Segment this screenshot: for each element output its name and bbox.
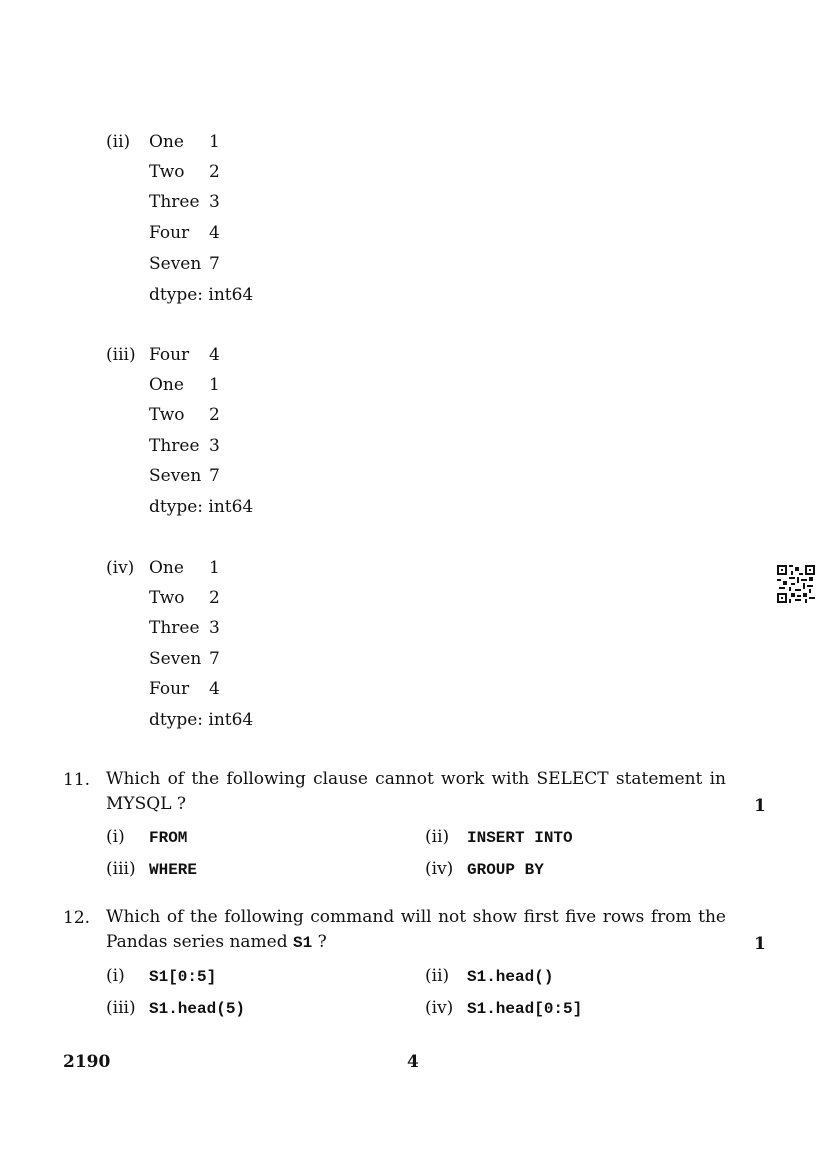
- page-number: 4: [407, 1052, 419, 1072]
- dtype-line: dtype: int64: [149, 285, 254, 305]
- series-index: Three: [149, 618, 200, 638]
- dtype-line: dtype: int64: [149, 710, 254, 730]
- series-index: Four: [149, 345, 190, 365]
- option-text: WHERE: [149, 861, 198, 879]
- question-number: 12.: [63, 908, 91, 928]
- series-value: 7: [209, 254, 220, 274]
- question-number: 11.: [63, 770, 91, 790]
- series-value: 3: [209, 618, 220, 638]
- series-value: 2: [209, 588, 220, 608]
- paper-code: 2190: [63, 1052, 111, 1072]
- series-index: Two: [149, 405, 185, 425]
- series-index: Seven: [149, 254, 202, 274]
- series-value: 1: [209, 375, 220, 395]
- series-value: 1: [209, 132, 220, 152]
- series-value: 2: [209, 405, 220, 425]
- option-label: (ii): [106, 132, 131, 152]
- option-label: (i): [106, 966, 125, 986]
- series-value: 4: [209, 345, 220, 365]
- series-index: Seven: [149, 466, 202, 486]
- question-line-text: ?: [312, 932, 327, 952]
- option-text: GROUP BY: [467, 861, 544, 879]
- series-value: 3: [209, 436, 220, 456]
- option-label: (iii): [106, 345, 136, 365]
- series-value: 3: [209, 192, 220, 212]
- question-text: [106, 905, 726, 956]
- series-index: Two: [149, 588, 185, 608]
- marks: 1: [754, 796, 766, 816]
- question-text: [106, 767, 726, 817]
- question-line-text: Pandas series named: [106, 932, 293, 952]
- series-value: 2: [209, 162, 220, 182]
- option-label: (i): [106, 827, 125, 847]
- marks: 1: [754, 934, 766, 954]
- option-text: S1.head(5): [149, 1000, 246, 1018]
- option-text: FROM: [149, 829, 188, 847]
- series-index: Four: [149, 223, 190, 243]
- series-index: Two: [149, 162, 185, 182]
- series-value: 4: [209, 679, 220, 699]
- question-line: Which of the following command will not show first five rows from the: [106, 907, 726, 927]
- option-text: S1.head(): [467, 968, 554, 986]
- series-value: 7: [209, 466, 220, 486]
- question-line: Which of the following clause cannot work with SELECT statement in: [106, 769, 726, 789]
- series-index: One: [149, 558, 184, 578]
- option-label: (iii): [106, 998, 136, 1018]
- option-text: S1.head[0:5]: [467, 1000, 583, 1018]
- series-index: Four: [149, 679, 190, 699]
- series-value: 4: [209, 223, 220, 243]
- option-label: (iii): [106, 859, 136, 879]
- option-label: (ii): [425, 966, 450, 986]
- question-line: [106, 930, 726, 956]
- series-index: Three: [149, 436, 200, 456]
- series-index: Seven: [149, 649, 202, 669]
- dtype-line: dtype: int64: [149, 497, 254, 517]
- series-index: One: [149, 132, 184, 152]
- series-index: Three: [149, 192, 200, 212]
- option-text: S1[0:5]: [149, 968, 217, 986]
- option-label: (ii): [425, 827, 450, 847]
- option-label: (iv): [425, 998, 454, 1018]
- option-text: INSERT INTO: [467, 829, 573, 847]
- option-label: (iv): [106, 558, 135, 578]
- series-value: 1: [209, 558, 220, 578]
- series-index: One: [149, 375, 184, 395]
- series-value: 7: [209, 649, 220, 669]
- qr-code-icon: [777, 565, 815, 603]
- inline-code: S1: [293, 934, 313, 952]
- question-line: MYSQL ?: [106, 794, 187, 814]
- option-label: (iv): [425, 859, 454, 879]
